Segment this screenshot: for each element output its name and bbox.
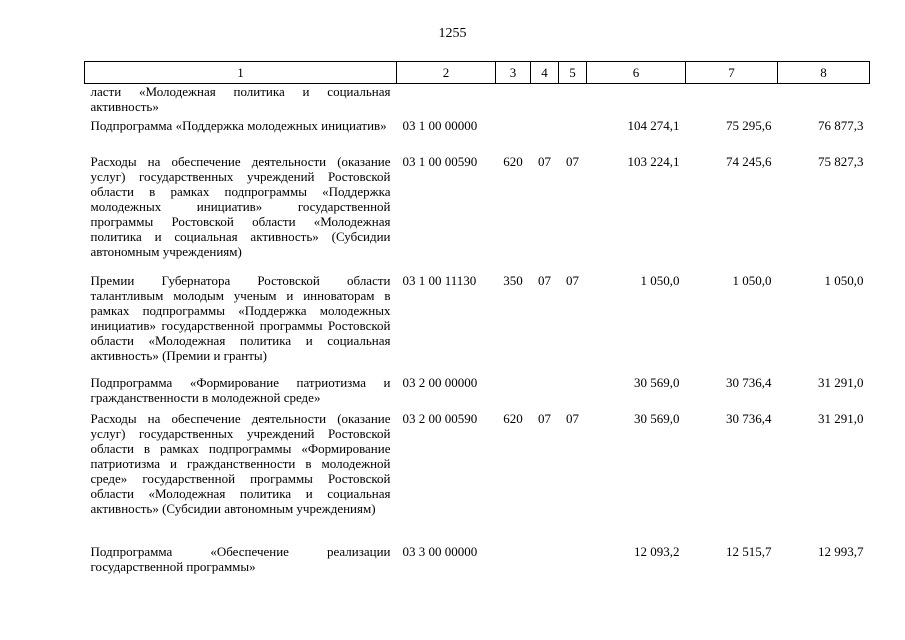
row-year3-amount: 75 827,3	[818, 153, 864, 169]
row-name: Подпрограмма «Обеспечение реализации государственной программы»	[90, 543, 391, 574]
row-year2-amount: 30 736,4	[726, 410, 772, 426]
row-rz	[531, 84, 559, 118]
column-header-pr: 5	[559, 62, 587, 84]
row-pr: 07	[566, 410, 579, 426]
row-code	[397, 84, 496, 118]
table-header-row	[85, 62, 870, 84]
column-header-year1: 6	[587, 62, 686, 84]
row-vr	[496, 118, 531, 154]
row-code: 03 2 00 00590	[402, 410, 478, 426]
row-name: Премии Губернатора Ростовской области талантливым молодым ученым и инноваторам в рамках подпрограммы «Поддержка молодежных инициатив» государственной программы Ростовской области «Молодежная политика и социальная активность» (Премии и гранты)	[90, 272, 391, 363]
row-code: 03 3 00 00000	[402, 543, 478, 559]
row-year3-amount: 31 291,0	[818, 410, 864, 426]
row-code: 03 1 00 11130	[402, 272, 477, 288]
row-year1-amount	[587, 84, 686, 118]
row-year1-amount: 30 569,0	[634, 410, 680, 426]
row-year1-amount: 1 050,0	[640, 272, 680, 288]
table-row	[85, 544, 870, 578]
row-code: 03 1 00 00590	[402, 153, 478, 169]
row-year2-amount: 74 245,6	[726, 153, 772, 169]
row-name: ласти «Молодежная политика и социальная активность»	[90, 84, 391, 114]
table-row	[85, 84, 870, 118]
row-year2-amount: 30 736,4	[726, 374, 772, 390]
table-row	[85, 375, 870, 411]
row-year2-amount: 12 515,7	[726, 543, 772, 559]
row-year3-amount: 31 291,0	[818, 374, 864, 390]
row-year3-amount: 12 993,7	[818, 543, 864, 559]
row-vr	[496, 84, 531, 118]
row-year1-amount: 103 224,1	[627, 153, 680, 169]
column-header-name: 1	[85, 62, 397, 84]
table-row	[85, 154, 870, 273]
row-year3-amount: 76 877,3	[818, 117, 864, 133]
row-year3-amount: 1 050,0	[824, 272, 864, 288]
table-row	[85, 411, 870, 544]
row-year2-amount: 75 295,6	[726, 117, 772, 133]
row-rz	[531, 375, 559, 411]
page-number: 1255	[438, 26, 467, 41]
table-row	[85, 273, 870, 375]
row-year1-amount: 104 274,1	[627, 117, 680, 133]
row-pr	[559, 118, 587, 154]
column-header-vr: 3	[496, 62, 531, 84]
column-header-rz: 4	[531, 62, 559, 84]
row-vr	[496, 375, 531, 411]
row-rz: 07	[538, 272, 551, 288]
row-rz	[531, 118, 559, 154]
row-name: Расходы на обеспечение деятельности (оказание услуг) государственных учреждений Ростовской области в рамках подпрограммы «Формирование патриотизма и гражданственности в молодежной среде» государственной программы Ростовской области «Молодежная политика и социальная активность» (Субсидии автономным учреждениям)	[90, 410, 391, 516]
row-name: Расходы на обеспечение деятельности (оказание услуг) государственных учреждений Ростовской области в рамках подпрограммы «Поддержка молодежных инициатив» государственной программы Ростовской области «Молодежная политика и социальная активность» (Субсидии автономным учреждениям)	[90, 153, 391, 259]
row-pr: 07	[566, 272, 579, 288]
row-code: 03 2 00 00000	[402, 374, 478, 390]
row-rz: 07	[538, 410, 551, 426]
row-year3-amount	[778, 84, 870, 118]
row-code: 03 1 00 00000	[402, 117, 478, 133]
row-pr: 07	[566, 153, 579, 169]
row-name: Подпрограмма «Формирование патриотизма и гражданственности в молодежной среде»	[90, 374, 391, 405]
row-vr: 620	[503, 410, 523, 426]
row-vr	[496, 544, 531, 578]
budget-table	[84, 61, 870, 578]
row-year1-amount: 12 093,2	[634, 543, 680, 559]
row-year1-amount: 30 569,0	[634, 374, 680, 390]
row-year2-amount: 1 050,0	[732, 272, 772, 288]
row-pr	[559, 84, 587, 118]
row-rz: 07	[538, 153, 551, 169]
row-pr	[559, 544, 587, 578]
row-vr: 350	[503, 272, 523, 288]
column-header-code: 2	[397, 62, 496, 84]
column-header-year2: 7	[686, 62, 778, 84]
column-header-year3: 8	[778, 62, 870, 84]
table-row	[85, 118, 870, 154]
row-year2-amount	[686, 84, 778, 118]
row-vr: 620	[503, 153, 523, 169]
row-rz	[531, 544, 559, 578]
row-name: Подпрограмма «Поддержка молодежных инициатив»	[90, 117, 387, 133]
row-pr	[559, 375, 587, 411]
